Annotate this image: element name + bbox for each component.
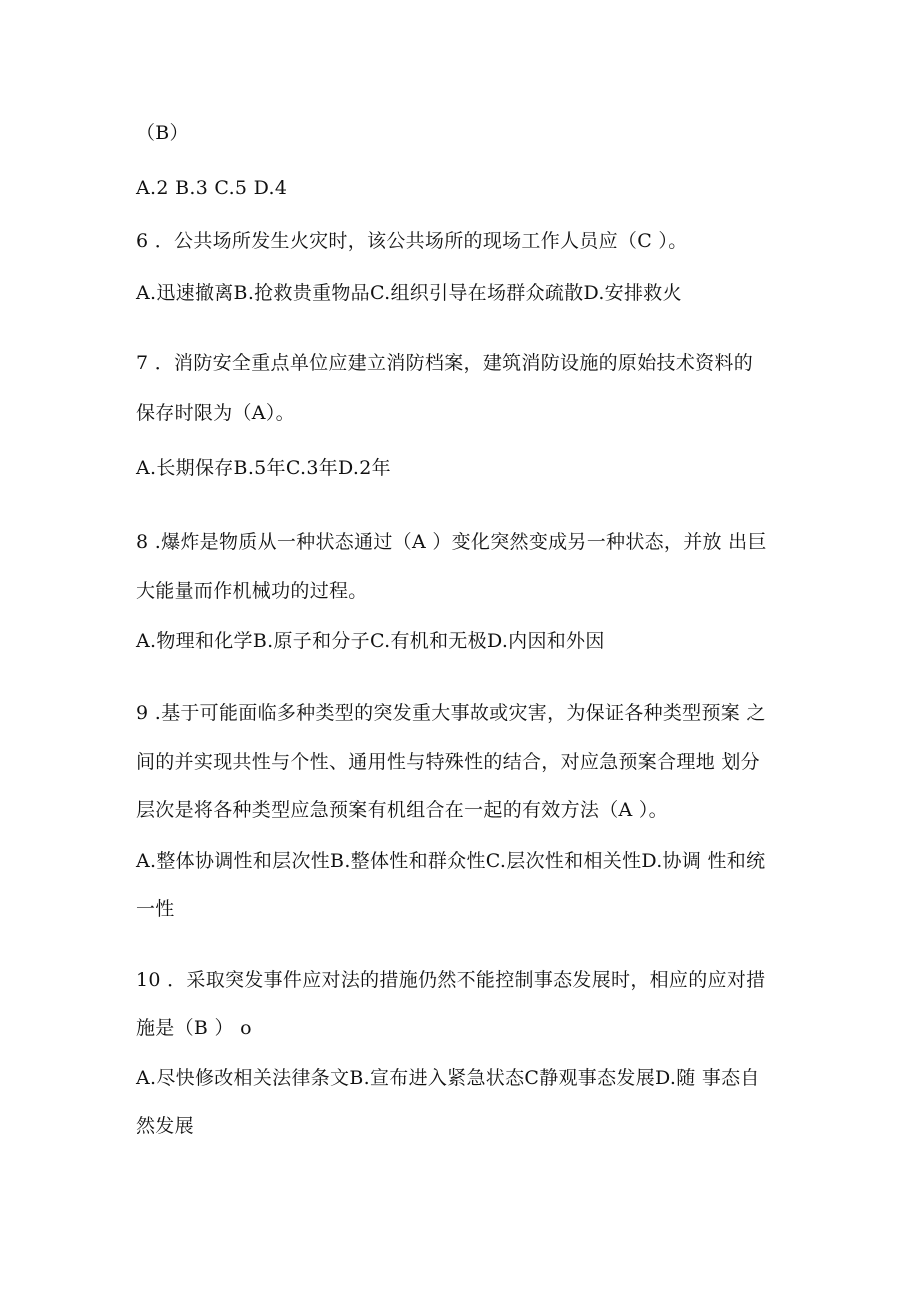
options-q5: A.2 B.3 C.5 D.4 — [136, 177, 288, 199]
question-9-line-2: 间的并实现共性与个性、通用性与特殊性的结合，对应急预案合理地 划分 — [136, 751, 760, 773]
question-7-line-2: 保存时限为（A）。 — [136, 402, 295, 424]
options-q10-line-2: 然发展 — [136, 1115, 194, 1137]
answer-q5: （B） — [136, 122, 189, 144]
question-8-line-1: 8 .爆炸是物质从一种状态通过（A ）变化突然变成另一种状态，并放 出巨 — [136, 531, 767, 553]
options-q6: A.迅速撤离B.抢救贵重物品C.组织引导在场群众疏散D.安排救火 — [136, 282, 682, 304]
options-q7: A.长期保存B.5年C.3年D.2年 — [136, 457, 391, 479]
question-8-line-2: 大能量而作机械功的过程。 — [136, 580, 368, 602]
options-q8: A.物理和化学B.原子和分子C.有机和无极D.内因和外因 — [136, 630, 605, 652]
question-7-line-1: 7 ．消防安全重点单位应建立消防档案，建筑消防设施的原始技术资料的 — [136, 352, 754, 374]
question-6: 6 ．公共场所发生火灾时，该公共场所的现场工作人员应（C ）。 — [136, 230, 688, 252]
question-10-line-2: 施是（B ） o — [136, 1017, 252, 1039]
options-q10-line-1: A.尽快修改相关法律条文B.宣布进入紧急状态C静观事态发展D.随 事态自 — [136, 1067, 760, 1089]
question-9-line-1: 9 .基于可能面临多种类型的突发重大事故或灾害，为保证各种类型预案 之 — [136, 702, 766, 724]
options-q9-line-1: A.整体协调性和层次性B.整体性和群众性C.层次性和相关性D.协调 性和统 — [136, 850, 766, 872]
question-9-line-3: 层次是将各种类型应急预案有机组合在一起的有效方法（A ）。 — [136, 799, 668, 821]
options-q9-line-2: 一性 — [136, 898, 175, 920]
question-10-line-1: 10 ．采取突发事件应对法的措施仍然不能控制事态发展时，相应的应对措 — [136, 969, 766, 991]
